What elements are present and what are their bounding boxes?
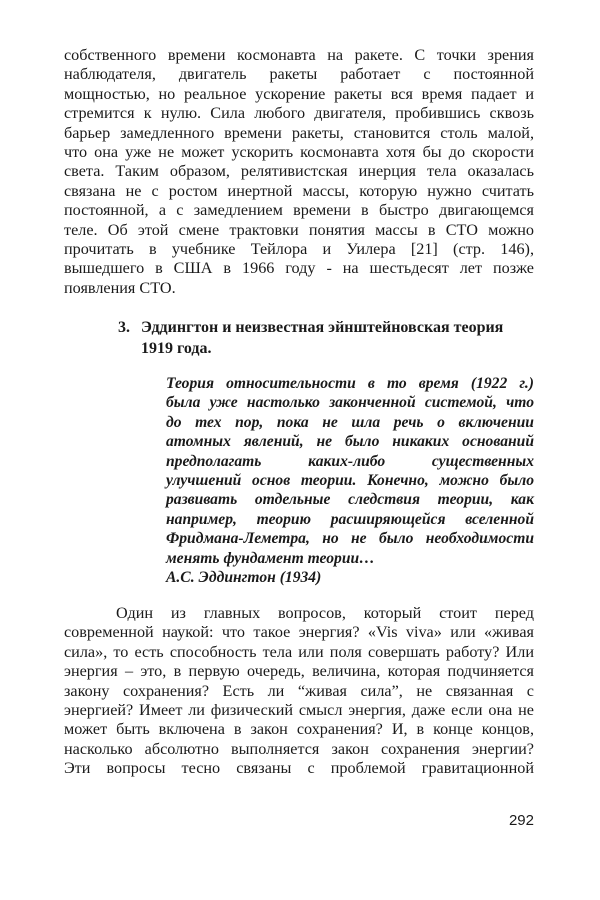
text-line: связана не с ростом инертной массы, которую нужно считать: [64, 181, 534, 200]
quote-line: предполагать каких-либо существенных: [166, 452, 534, 470]
text-line: может быть включена в закон сохранения? И, в конце концов,: [64, 720, 534, 739]
text-line: закону сохранения? Есть ли “живая сила”, не связанная с: [64, 681, 534, 700]
text-line: прочитать в учебнике Тейлора и Уилера [21] (стр. 146),: [64, 239, 534, 258]
text-line: барьер замедленного времени ракеты, становится столь малой,: [64, 123, 534, 142]
text-line: Один из главных вопросов, который стоит перед: [116, 604, 534, 622]
section-title-line: Эддингтон и неизвестная эйнштейновская теория: [141, 319, 504, 336]
quote-line: до тех пор, пока не шла речь о включении: [166, 413, 534, 431]
quote-line: улучшений основ теории. Конечно, можно было: [166, 471, 534, 489]
text-line: современной наукой: что такое энергия? «Vis viva» или «живая: [64, 623, 534, 642]
text-line: собственного времени космонавта на ракете. С точки зрения: [64, 46, 534, 64]
text-line: мощностью, но реальное ускорение ракеты вся время падает и: [64, 84, 534, 103]
text-line: насколько абсолютно выполняется закон сохранения энергии?: [64, 739, 534, 758]
quote-line: атомных явлений, не было никаких оснований: [166, 433, 534, 451]
text-line: что она уже не может ускорить космонавта хотя бы до скорости: [64, 142, 534, 161]
quote-line: А.С. Эддингтон (1934): [166, 568, 322, 586]
text-line: Эти вопросы тесно связаны с проблемой гравитационной: [64, 759, 534, 778]
section-number: 3.: [118, 319, 130, 336]
paragraph-2: [64, 604, 534, 779]
quote-line: развивать отдельные следствия теории, как: [166, 491, 534, 509]
quote-line: Фридмана-Леметра, но не было необходимости: [166, 530, 534, 548]
text-line: стремится к нулю. Сила любого двигателя, пробившись сквозь: [64, 104, 534, 123]
quote-line: была уже настолько законченной системой, что: [166, 394, 534, 412]
paragraph-1: [64, 46, 534, 298]
page-number: 292: [508, 812, 534, 829]
text-line: вышедшего в США в 1966 году - на шестьдесят лет позже: [64, 259, 534, 278]
epigraph-quote: [166, 374, 534, 587]
text-line: теле. Об этой смене трактовки понятия массы в СТО можно: [64, 220, 534, 239]
text-line: сила», то есть способность тела или поля совершать работу? Или: [64, 642, 534, 661]
text-line: энергия – это, в первую очередь, величина, которая подчиняется: [64, 662, 534, 681]
section-title: [141, 317, 531, 359]
quote-line: менять фундамент теории…: [166, 549, 375, 567]
text-line: света. Таким образом, релятивистская инерция тела оказалась: [64, 162, 534, 181]
section-title-line: 1919 года.: [141, 340, 212, 357]
text-line: постоянной, а с замедлением времени в быстро двигающемся: [64, 201, 534, 220]
quote-line: например, теорию расширяющейся вселенной: [166, 510, 534, 528]
text-line: наблюдателя, двигатель ракеты работает с постоянной: [64, 65, 534, 84]
quote-line: Теория относительности в то время (1922 г.): [166, 375, 534, 392]
text-line: появления СТО.: [64, 278, 176, 297]
text-line: энергией? Имеет ли физический смысл энергия, даже если она не: [64, 700, 534, 719]
